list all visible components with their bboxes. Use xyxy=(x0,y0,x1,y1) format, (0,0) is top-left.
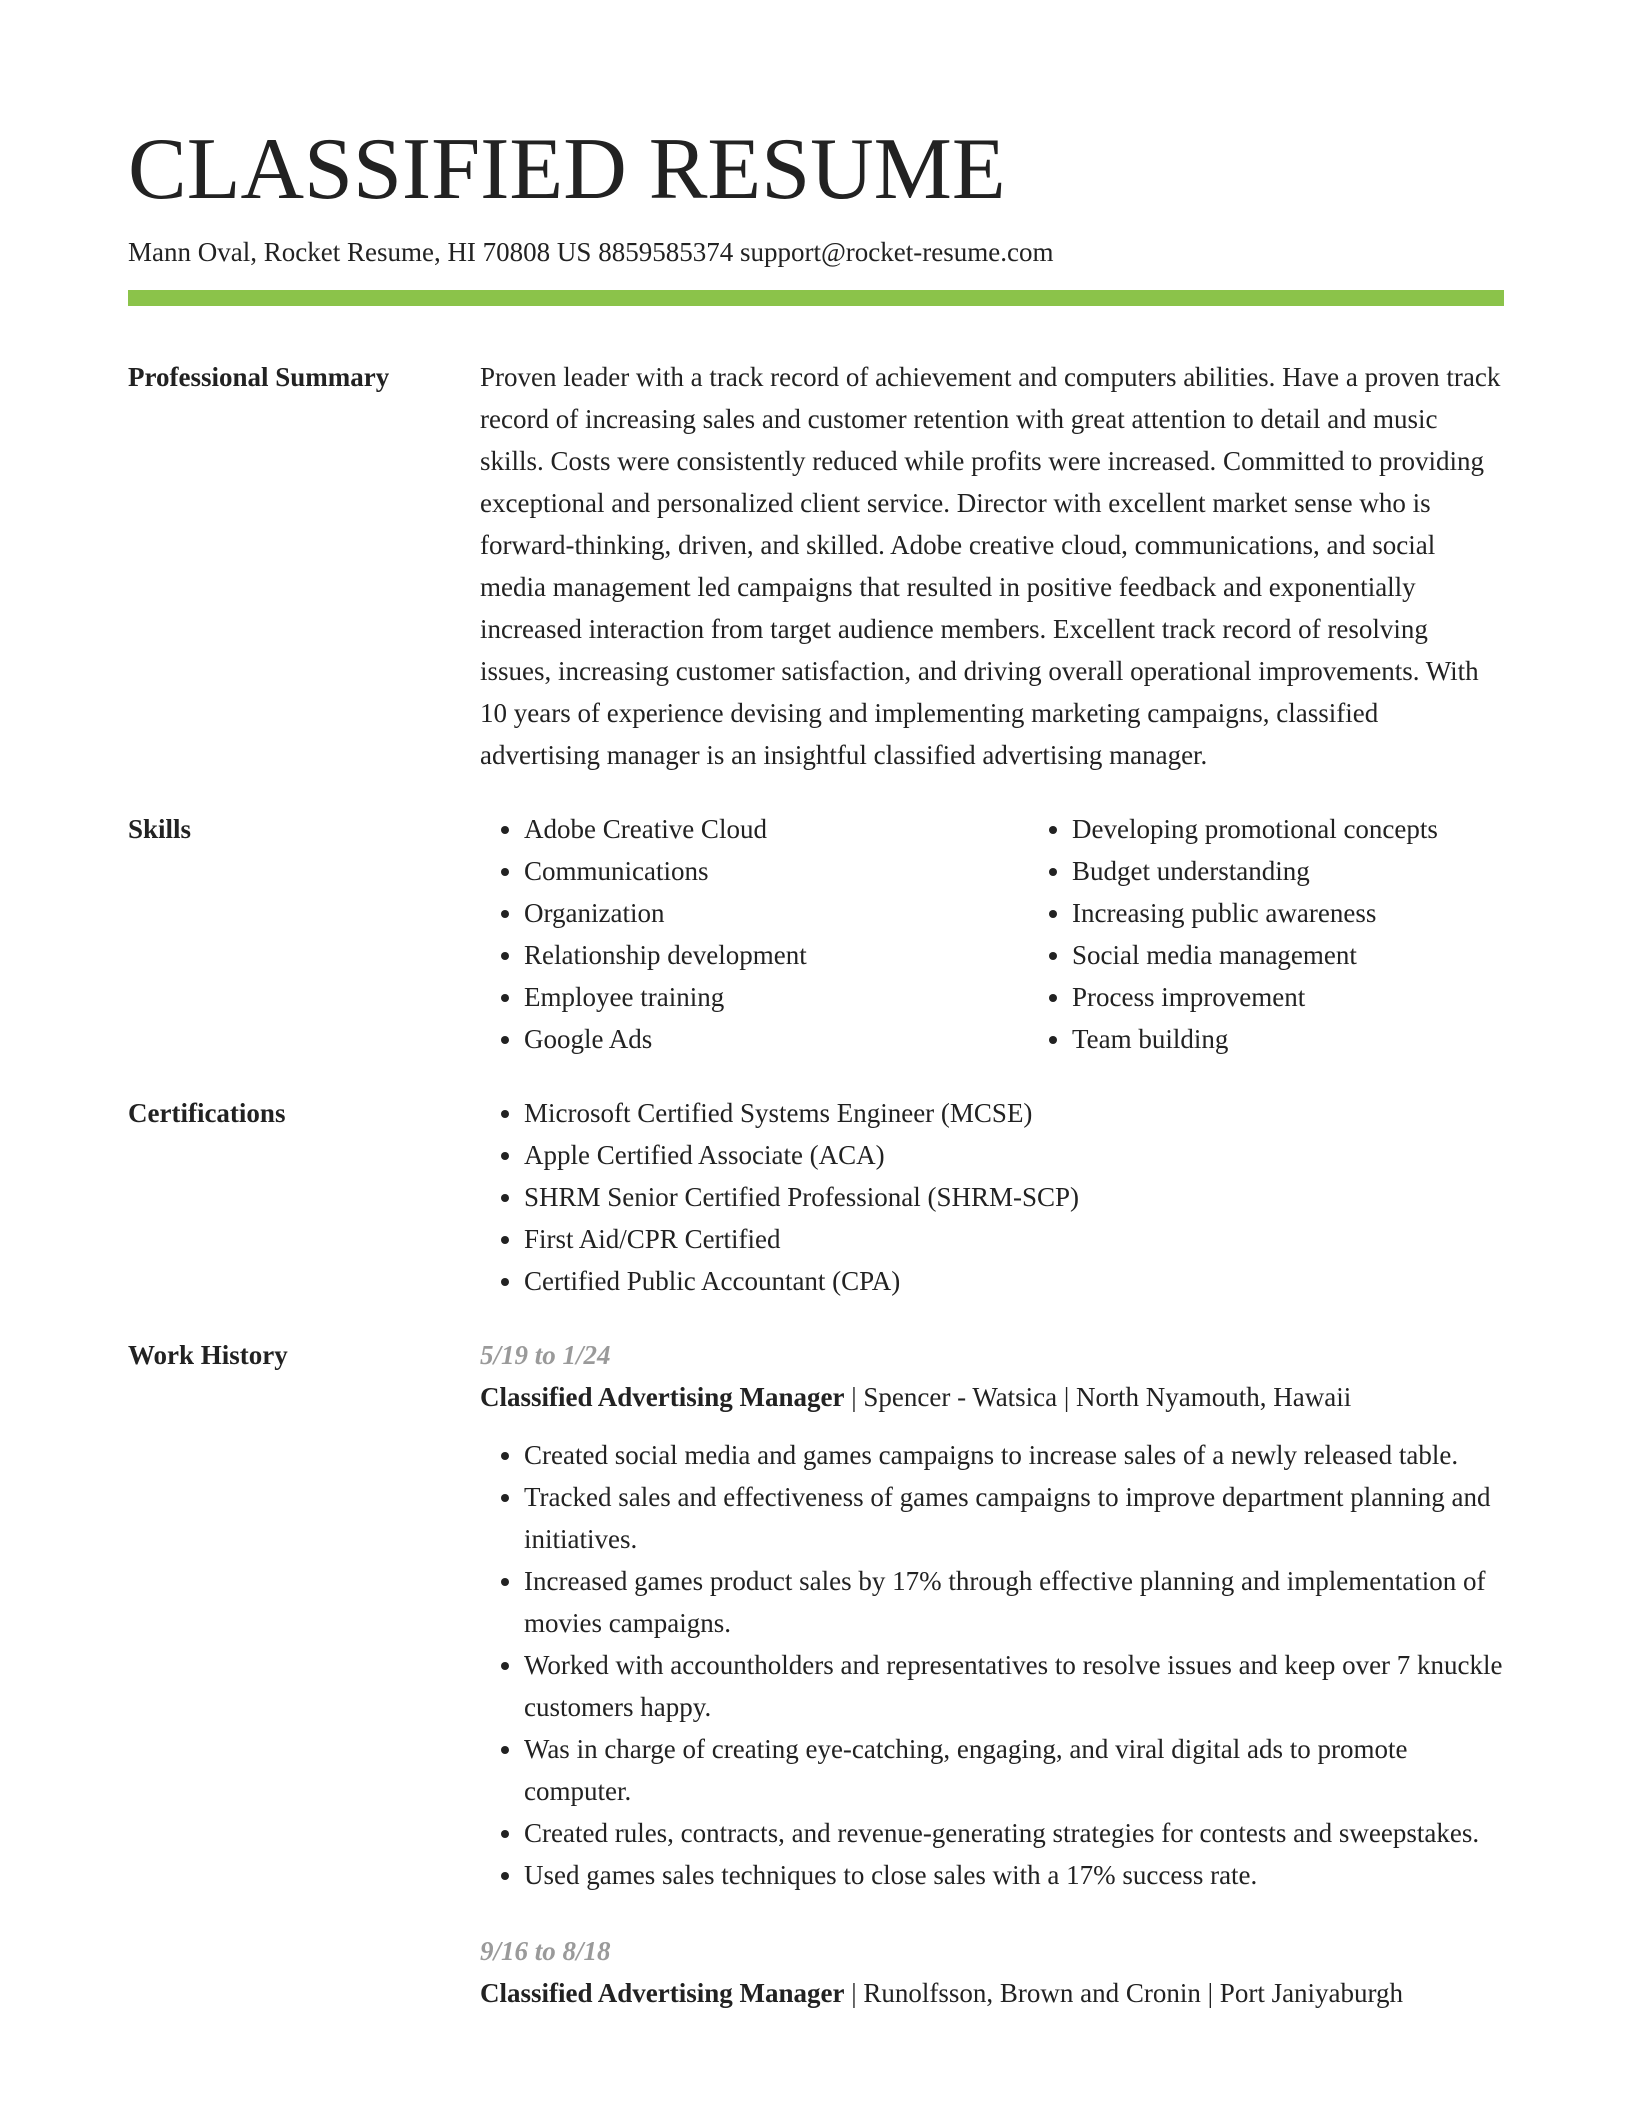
job-bullet: • Tracked sales and effectiveness of games campaigns to improve department planning and initiatives. xyxy=(524,1476,1504,1560)
header-divider xyxy=(128,290,1504,306)
skill-item: • Organization xyxy=(524,892,1028,934)
job-bullet: • Created rules, contracts, and revenue-generating strategies for contests and sweepstakes. xyxy=(524,1812,1504,1854)
job-bullets xyxy=(480,1434,1504,1896)
certifications-section xyxy=(128,1092,1504,1302)
job-bullet: • Used games sales techniques to close sales with a 17% success rate. xyxy=(524,1854,1504,1896)
skills-section xyxy=(128,808,1504,1060)
job-title: Classified Advertising Manager xyxy=(480,1978,845,2008)
job-details: | Spencer - Watsica | North Nyamouth, Hawaii xyxy=(844,1382,1352,1412)
work-history-section xyxy=(128,1334,1504,2014)
skills-list-left xyxy=(480,808,1028,1060)
skill-item: • Communications xyxy=(524,850,1028,892)
certifications-heading: Certifications xyxy=(128,1098,286,1128)
job-bullet: • Worked with accountholders and representatives to resolve issues and keep over 7 knuckle customers happy. xyxy=(524,1644,1504,1728)
job-entry xyxy=(480,1930,1504,2014)
job-bullet: • Increased games product sales by 17% through effective planning and implementation of movies campaigns. xyxy=(524,1560,1504,1644)
contact-line: Mann Oval, Rocket Resume, HI 70808 US 8859585374 support@rocket-resume.com xyxy=(128,237,1054,267)
certifications-list xyxy=(480,1092,1504,1302)
job-heading-line xyxy=(480,1376,1504,1418)
work-history-heading: Work History xyxy=(128,1340,288,1370)
skill-item: • Increasing public awareness xyxy=(1072,892,1504,934)
job-details: | Runolfsson, Brown and Cronin | Port Janiyaburgh xyxy=(844,1978,1404,2008)
skills-heading: Skills xyxy=(128,814,192,844)
job-title: Classified Advertising Manager xyxy=(480,1382,845,1412)
skill-item: • Social media management xyxy=(1072,934,1504,976)
certification-item: • Microsoft Certified Systems Engineer (MCSE) xyxy=(524,1092,1504,1134)
skill-item: • Team building xyxy=(1072,1018,1504,1060)
job-entry xyxy=(480,1334,1504,1896)
job-bullet: • Was in charge of creating eye-catching, engaging, and viral digital ads to promote computer. xyxy=(524,1728,1504,1812)
resume-name: CLASSIFIED RESUME xyxy=(128,121,1006,218)
job-dates: 5/19 to 1/24 xyxy=(480,1340,611,1370)
summary-text: Proven leader with a track record of achievement and computers abilities. Have a proven track record of increasing sales and customer retention with great attention to detail and music skills. Costs were consistently reduced while profits were increased. Committed to providing exceptional and personalized client service. Director with excellent market sense who is forward-thinking, driven, and skilled. Adobe creative cloud, communications, and social media management led campaigns that resulted in positive feedback and exponentially increased interaction from target audience members. Excellent track record of resolving issues, increasing customer satisfaction, and driving overall operational improvements. With 10 years of experience devising and implementing marketing campaigns, classified advertising manager is an insightful classified advertising manager. xyxy=(480,362,1501,770)
skill-item: • Process improvement xyxy=(1072,976,1504,1018)
job-bullet: • Created social media and games campaigns to increase sales of a newly released table. xyxy=(524,1434,1504,1476)
summary-heading: Professional Summary xyxy=(128,362,390,392)
certification-item: • SHRM Senior Certified Professional (SHRM-SCP) xyxy=(524,1176,1504,1218)
skill-item: • Developing promotional concepts xyxy=(1072,808,1504,850)
job-heading-line xyxy=(480,1972,1504,2014)
skill-item: • Google Ads xyxy=(524,1018,1028,1060)
certification-item: • Certified Public Accountant (CPA) xyxy=(524,1260,1504,1302)
job-dates: 9/16 to 8/18 xyxy=(480,1936,611,1966)
resume-page xyxy=(128,120,1504,2014)
certification-item: • Apple Certified Associate (ACA) xyxy=(524,1134,1504,1176)
skill-item: • Budget understanding xyxy=(1072,850,1504,892)
skill-item: • Employee training xyxy=(524,976,1028,1018)
certification-item: • First Aid/CPR Certified xyxy=(524,1218,1504,1260)
summary-section xyxy=(128,356,1504,776)
skills-list-right xyxy=(1028,808,1504,1060)
skill-item: • Relationship development xyxy=(524,934,1028,976)
skill-item: • Adobe Creative Cloud xyxy=(524,808,1028,850)
